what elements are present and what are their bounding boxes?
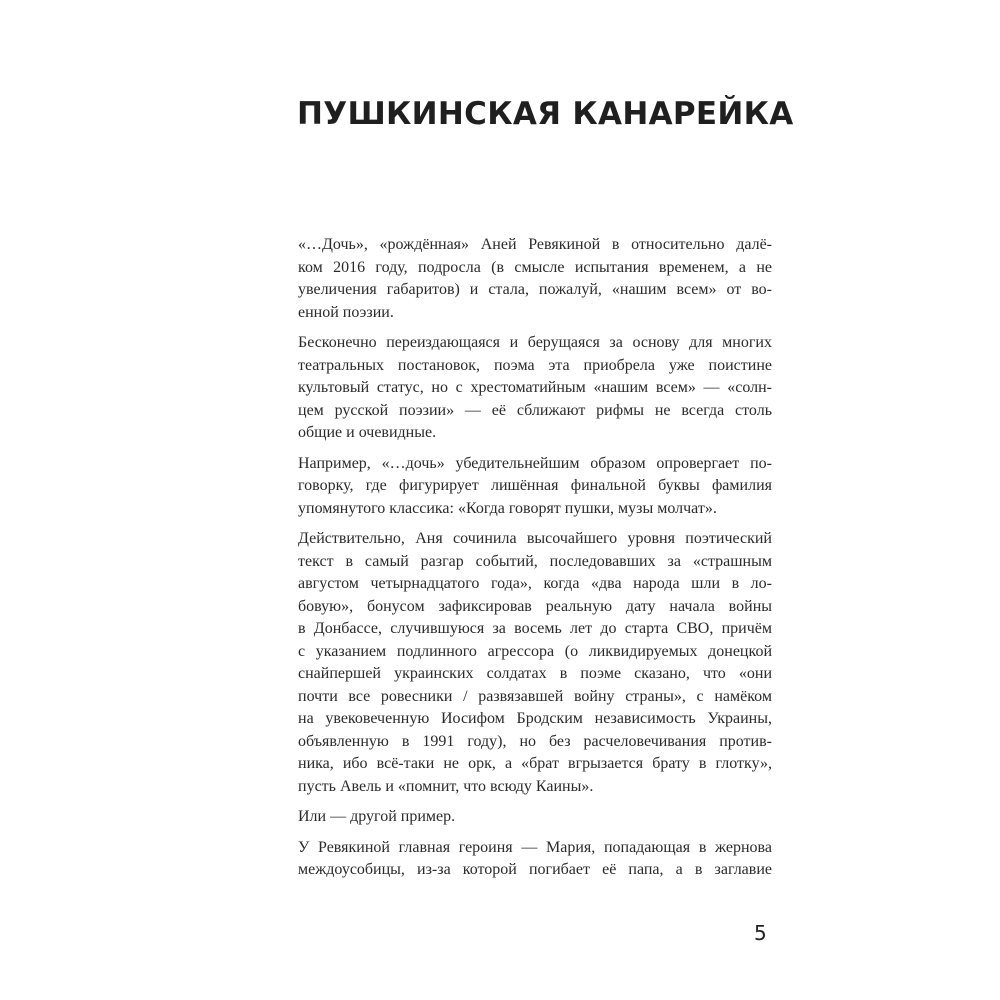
paragraph (298, 837, 772, 882)
text-line: ника, ибо всё-таки не орк, а «брат вгрызается брату в глотку», (298, 755, 772, 772)
text-line: Бесконечно переиздающаяся и берущаяся за основу для многих (298, 334, 772, 351)
body-text (298, 234, 772, 890)
paragraph (298, 234, 772, 324)
text-line: ком 2016 году, подросла (в смысле испытания временем, а не (298, 258, 772, 276)
text-line: снайпершей украинских солдатах в поэме сказано, что «они (298, 665, 772, 682)
paragraph (298, 528, 772, 798)
text-line: почти все ровесники / развязавшей войну страны», с намёком (298, 687, 772, 705)
text-line: «…Дочь», «рождённая» Аней Ревякиной в относительно далё- (298, 236, 772, 253)
page-number: 5 (754, 921, 767, 945)
chapter-title: ПУШКИНСКАЯ КАНАРЕЙКА (297, 96, 794, 132)
text-line: упомянутого классика: «Когда говорят пушки, музы молчат». (298, 499, 717, 517)
text-line: театральных постановок, поэма эта приобрела уже поистине (298, 356, 772, 374)
text-line: Действительно, Аня сочинила высочайшего уровня поэтический (298, 530, 772, 547)
text-line: междоусобицы, из-за которой погибает её папа, а в заглавие (298, 861, 772, 878)
text-line: цем русской поэзии» — её сближают рифмы не всегда столь (298, 401, 772, 419)
text-line: общие и очевидные. (298, 424, 437, 441)
text-line: увеличения габаритов) и стала, пожалуй, «нашим всем» от во- (298, 281, 772, 298)
text-line: объявленную в 1991 году), но без расчеловечивания против- (298, 732, 772, 750)
text-line: пусть Авель и «помнит, что всюду Каины». (298, 777, 594, 795)
text-line: с указанием подлинного агрессора (о ликвидируемых донецкой (298, 642, 772, 660)
text-line: на увековеченную Иосифом Бродским независимость Украины, (298, 710, 772, 727)
text-line: в Донбассе, случившуюся за восемь лет до старта СВО, причём (298, 620, 772, 637)
text-line: августом четырнадцатого года», когда «два народа шли в ло- (298, 575, 772, 592)
text-line: текст в самый разгар событий, последовавших за «страшным (298, 552, 772, 570)
text-line: культовый статус, но с хрестоматийным «нашим всем» — «солн- (298, 379, 772, 396)
text-line: говорку, где фигурирует лишённая финальной буквы фамилия (298, 477, 772, 494)
paragraph (298, 332, 772, 445)
paragraph (298, 453, 772, 521)
text-line: У Ревякиной главная героиня — Мария, попадающая в жернова (298, 838, 772, 856)
text-line: Или — другой пример. (298, 808, 456, 825)
text-line: бовую», бонусом зафиксировав реальную дату начала войны (298, 597, 772, 615)
text-line: енной поэзии. (298, 303, 394, 321)
text-line: Например, «…дочь» убедительнейшим образом опровергает по- (298, 454, 772, 472)
paragraph (298, 806, 772, 829)
